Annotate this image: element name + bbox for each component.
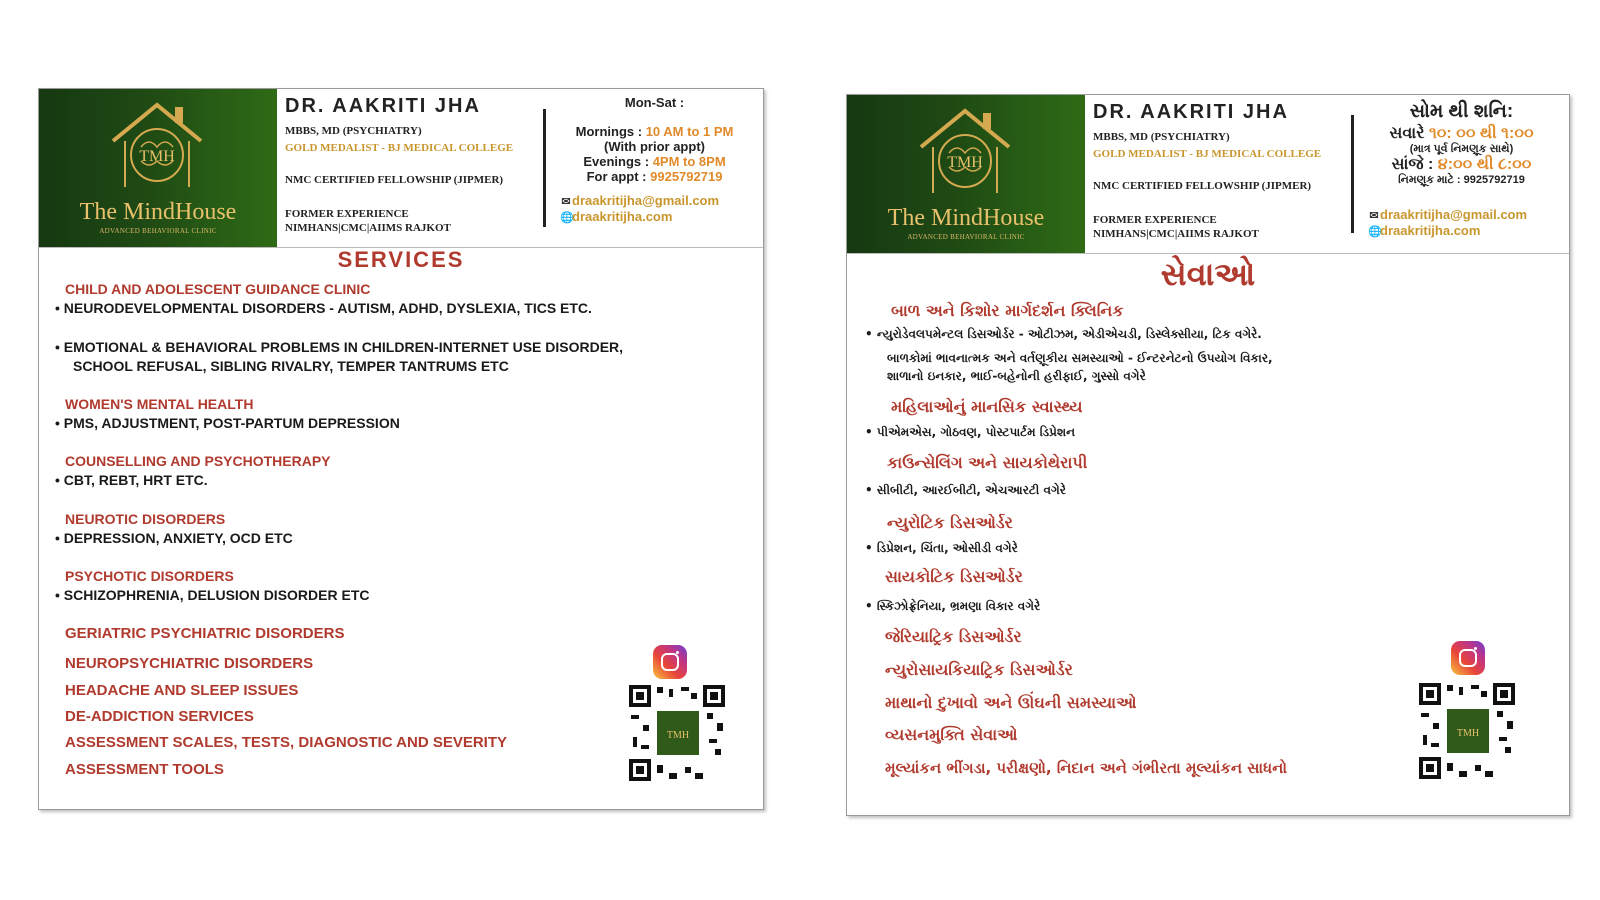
section-heading: PSYCHOTIC DISORDERS <box>65 568 234 584</box>
clinic-hours <box>546 89 763 247</box>
email-line[interactable] <box>560 193 719 208</box>
mornings-time: 10 AM to 1 PM <box>645 124 734 139</box>
services-title: SERVICES <box>337 247 465 272</box>
brand-name: The MindHouse <box>79 199 237 225</box>
list-item: SCHOOL REFUSAL, SIBLING RIVALRY, TEMPER TANTRUMS ETC <box>73 358 509 374</box>
list-item: • CBT, REBT, HRT ETC. <box>55 472 208 488</box>
svg-text:TMH: TMH <box>1456 728 1480 739</box>
english-services-card <box>38 88 764 810</box>
evenings-label: Evenings : <box>583 154 650 169</box>
service-heading: માથાનો દુખાવો અને ઊંઘની સમસ્યાઓ <box>885 693 1137 712</box>
email-link[interactable]: draakritijha@gmail.com <box>1380 207 1528 222</box>
instagram-icon[interactable] <box>653 645 687 679</box>
list-item: • SCHIZOPHRENIA, DELUSION DISORDER ETC <box>55 587 370 603</box>
section-heading: COUNSELLING AND PSYCHOTHERAPY <box>65 453 331 469</box>
globe-icon: 🌐 <box>1368 226 1382 238</box>
morning-time: ૧૦: ૦૦ થી ૧:૦૦ <box>1428 125 1534 142</box>
mail-icon: ✉ <box>561 196 571 208</box>
morning-label: સવારે <box>1389 125 1425 142</box>
brand-tagline: ADVANCED BEHAVIORAL CLINIC <box>99 227 217 235</box>
web-line[interactable] <box>560 209 672 224</box>
section-heading: WOMEN'S MENTAL HEALTH <box>65 396 254 412</box>
list-item: • DEPRESSION, ANXIETY, OCD ETC <box>55 530 293 546</box>
hours-evening <box>1354 156 1569 174</box>
list-item: • ડિપ્રેશન, ચિંતા, ઓસીડી વગેરે <box>865 541 1018 555</box>
clinic-hours <box>1354 95 1569 253</box>
experience-label: FORMER EXPERIENCE <box>1093 214 1217 226</box>
hours-prior: (With prior appt) <box>604 139 705 154</box>
svg-text:TMH: TMH <box>666 730 690 741</box>
doctor-info <box>1085 95 1351 253</box>
hours-days: સોમ થી શનિ: <box>1409 101 1514 122</box>
doctor-degree: MBBS, MD (PSYCHIATRY) <box>1093 131 1230 143</box>
doctor-name: DR. AAKRITI JHA <box>285 95 481 117</box>
section-heading: બાળ અને કિશોર માર્ગદર્શન ક્લિનિક <box>891 301 1124 320</box>
qr-code[interactable] <box>1419 683 1515 779</box>
evening-label: સાંજે : <box>1391 156 1434 173</box>
doctor-fellowship: NMC CERTIFIED FELLOWSHIP (JIPMER) <box>1093 180 1312 192</box>
svg-text:TMH: TMH <box>947 154 983 171</box>
website-link[interactable]: draakritijha.com <box>572 209 673 224</box>
service-heading: જેરિયાટ્રિક ડિસઓર્ડર <box>885 627 1022 646</box>
doctor-medal: GOLD MEDALIST - BJ MEDICAL COLLEGE <box>1093 148 1322 160</box>
doctor-fellowship: NMC CERTIFIED FELLOWSHIP (JIPMER) <box>285 174 504 186</box>
hours-appt: નિમણૂક માટે : 9925792719 <box>1398 174 1525 186</box>
mindhouse-logo-icon <box>915 105 1015 203</box>
service-heading: ASSESSMENT TOOLS <box>65 761 224 778</box>
section-heading: ન્યુરોટિક ડિસઓર્ડર <box>887 513 1013 532</box>
section-heading: NEUROTIC DISORDERS <box>65 511 226 527</box>
service-heading: HEADACHE AND SLEEP ISSUES <box>65 682 299 699</box>
mornings-label: Mornings : <box>575 124 643 139</box>
service-heading: NEUROPSYCHIATRIC DISORDERS <box>65 655 314 672</box>
card-header <box>847 95 1569 254</box>
service-heading: GERIATRIC PSYCHIATRIC DISORDERS <box>65 625 345 642</box>
list-item: બાળકોમાં ભાવનાત્મક અને વર્તણૂકીય સમસ્યાઓ - ઈન્ટરનેટનો ઉપયોગ વિકાર, <box>887 351 1273 365</box>
brand-tagline: ADVANCED BEHAVIORAL CLINIC <box>907 233 1025 241</box>
brand-name: The MindHouse <box>887 205 1045 231</box>
experience-label: FORMER EXPERIENCE <box>285 208 409 220</box>
doctor-name: DR. AAKRITI JHA <box>1093 101 1289 123</box>
hours-appt <box>546 169 763 184</box>
globe-icon: 🌐 <box>560 212 574 224</box>
list-item: • ન્યુરોડેવલપમેન્ટલ ડિસઓર્ડર - ઓટીઝમ, એડીએચડી, ડિસ્લેક્સીયા, ટિક વગેરે. <box>865 327 1262 341</box>
svg-text:TMH: TMH <box>139 148 175 165</box>
experience-places: NIMHANS|CMC|AIIMS RAJKOT <box>1093 228 1259 240</box>
brand-panel <box>39 89 277 247</box>
service-heading: મૂલ્યાંકન ભીંગડા, પરીક્ષણો, નિદાન અને ગંભીરતા મૂલ્યાંકન સાધનો <box>885 759 1287 777</box>
list-item: • સીબીટી, આરઈબીટી, એચઆરટી વગેરે <box>865 483 1066 497</box>
mail-icon: ✉ <box>1369 210 1379 222</box>
hours-morning <box>1354 125 1569 143</box>
gujarati-services-card <box>846 94 1570 816</box>
experience-places: NIMHANS|CMC|AIIMS RAJKOT <box>285 222 451 234</box>
list-item: • PMS, ADJUSTMENT, POST-PARTUM DEPRESSION <box>55 415 400 431</box>
hours-evenings <box>546 154 763 169</box>
email-link[interactable]: draakritijha@gmail.com <box>572 193 720 208</box>
section-heading: મહિલાઓનું માનસિક સ્વાસ્થ્ય <box>891 397 1083 416</box>
list-item: • સ્કિઝોફ્રેનિયા, ભ્રમણા વિકાર વગેરે <box>865 599 1041 613</box>
appt-phone[interactable]: 9925792719 <box>650 169 723 184</box>
service-heading: વ્યસનમુક્તિ સેવાઓ <box>885 725 1018 744</box>
list-item: • EMOTIONAL & BEHAVIORAL PROBLEMS IN CHILDREN-INTERNET USE DISORDER, <box>55 339 624 355</box>
service-heading: ASSESSMENT SCALES, TESTS, DIAGNOSTIC AND SEVERITY <box>65 734 508 751</box>
evening-time: ૪:૦૦ થી ૮:૦૦ <box>1437 156 1532 173</box>
web-line[interactable] <box>1368 223 1480 238</box>
list-item: શાળાનો ઇનકાર, ભાઈ-બહેનોની હરીફાઈ, ગુસ્સો વગેરે <box>887 369 1146 383</box>
service-heading: ન્યુરોસાયકિયાટ્રિક ડિસઓર્ડર <box>885 660 1073 679</box>
services-title: સેવાઓ <box>1160 255 1256 293</box>
section-heading: કાઉન્સેલિંગ અને સાયકોથેરાપી <box>887 453 1088 472</box>
card-header <box>39 89 763 248</box>
hours-days: Mon-Sat : <box>624 95 685 110</box>
section-heading: સાયકોટિક ડિસઓર્ડર <box>885 567 1023 586</box>
instagram-icon[interactable] <box>1451 641 1485 675</box>
list-item: • પીએમએસ, ગોઠવણ, પોસ્ટપાર્ટમ ડિપ્રેશન <box>865 425 1076 439</box>
email-line[interactable] <box>1368 207 1527 222</box>
list-item: • NEURODEVELOPMENTAL DISORDERS - AUTISM, ADHD, DYSLEXIA, TICS ETC. <box>55 300 592 316</box>
section-heading: CHILD AND ADOLESCENT GUIDANCE CLINIC <box>65 281 371 297</box>
doctor-degree: MBBS, MD (PSYCHIATRY) <box>285 125 422 137</box>
website-link[interactable]: draakritijha.com <box>1380 223 1481 238</box>
doctor-info <box>277 89 543 247</box>
mindhouse-logo-icon <box>107 99 207 197</box>
evenings-time: 4PM to 8PM <box>652 154 726 169</box>
brand-panel <box>847 95 1085 253</box>
qr-code[interactable] <box>629 685 725 781</box>
hours-mornings <box>546 124 763 139</box>
appt-label: For appt : <box>586 169 647 184</box>
doctor-medal: GOLD MEDALIST - BJ MEDICAL COLLEGE <box>285 142 514 154</box>
service-heading: DE-ADDICTION SERVICES <box>65 708 254 725</box>
hours-prior: (માત્ર પૂર્વ નિમણૂક સાથે) <box>1409 143 1514 155</box>
